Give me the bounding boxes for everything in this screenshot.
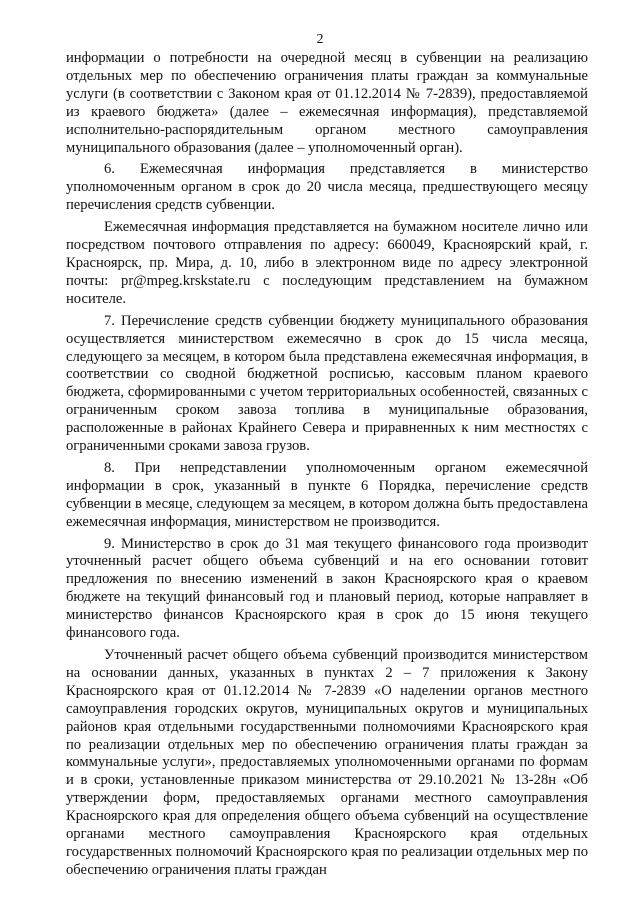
paragraph-refined-calculation: Уточненный расчет общего объема субвенций производится министерством на основании данных, указанных в пунктах 2 – 7 приложения к Закону Красноярского края от 01.12.2014 № 7-2839 «О наделении органов местного самоуправления городских округов, муниципальных округов и муниципальных районов края отдельными государственными полномочиями Красноярского края по реализации отдельных мер по обеспечению ограничения платы граждан за коммунальные услуги», предоставляемых уполномоченными органами по формам и в сроки, установленные приказом министерства от 29.10.2021 № 13-28н «Об утверждении форм, предоставляемых органами местного самоуправления Красноярского края для определения общего объема субвенций на осуществление органами местного самоуправления Красноярского края отдельных государственных полномочий Красноярского края по реализации отдельных мер по обеспечению ограничения платы граждан <box>66 647 588 878</box>
document-body <box>66 50 588 884</box>
page-number: 2 <box>316 32 324 47</box>
paragraph-item-6: 6. Ежемесячная информация представляется в министерство уполномоченным органом в срок до 20 числа месяца, предшествующего месяцу перечисления средств субвенции. <box>66 161 588 214</box>
paragraph-item-7: 7. Перечисление средств субвенции бюджету муниципального образования осуществляется министерством ежемесячно в срок до 15 числа месяца, следующего за месяцем, в котором была представлена ежемесячная информация, в соответствии со сводной бюджетной росписью, кассовым планом краевого бюджета, сформированными с учетом территориальных особенностей, связанных с ограниченным сроком завоза топлива в муниципальные образования, расположенные в районах Крайнего Севера и приравненных к ним местностях с ограниченными сроками завоза грузов. <box>66 312 588 455</box>
paragraph-item-8: 8. При непредставлении уполномоченным органом ежемесячной информации в срок, указанный в пункте 6 Порядка, перечисление средств субвенции в месяце, следующем за месяцем, в котором должна быть предоставлена ежемесячная информация, министерством не производится. <box>66 459 588 530</box>
paragraph-submission-method: Ежемесячная информация представляется на бумажном носителе лично или посредством почтового отправления по адресу: 660049, Красноярский край, г. Красноярск, пр. Мира, д. 10, либо в электронном виде по адресу электронной почты: pr@mpeg.krskstate.ru с последующим представлением на бумажном носителе. <box>66 219 588 307</box>
paragraph-continuation: информации о потребности на очередной месяц в субвенции на реализацию отдельных мер по обеспечению ограничения платы граждан за коммунальные услуги (в соответствии с Законом края от 01.12.2014 № 7-2839), предоставляемой из краевого бюджета» (далее – ежемесячная информация), представляемой исполнительно-распорядительным органом местного самоуправления муниципального образования (далее – уполномоченный орган). <box>66 50 588 156</box>
paragraph-item-9: 9. Министерство в срок до 31 мая текущего финансового года производит уточненный расчет общего объема субвенций и на его основании готовит предложения по внесению изменений в закон Красноярского края о краевом бюджете на текущий финансовый год и плановый период, которые направляет в министерство финансов Красноярского края в срок до 15 июня текущего финансового года. <box>66 535 588 642</box>
